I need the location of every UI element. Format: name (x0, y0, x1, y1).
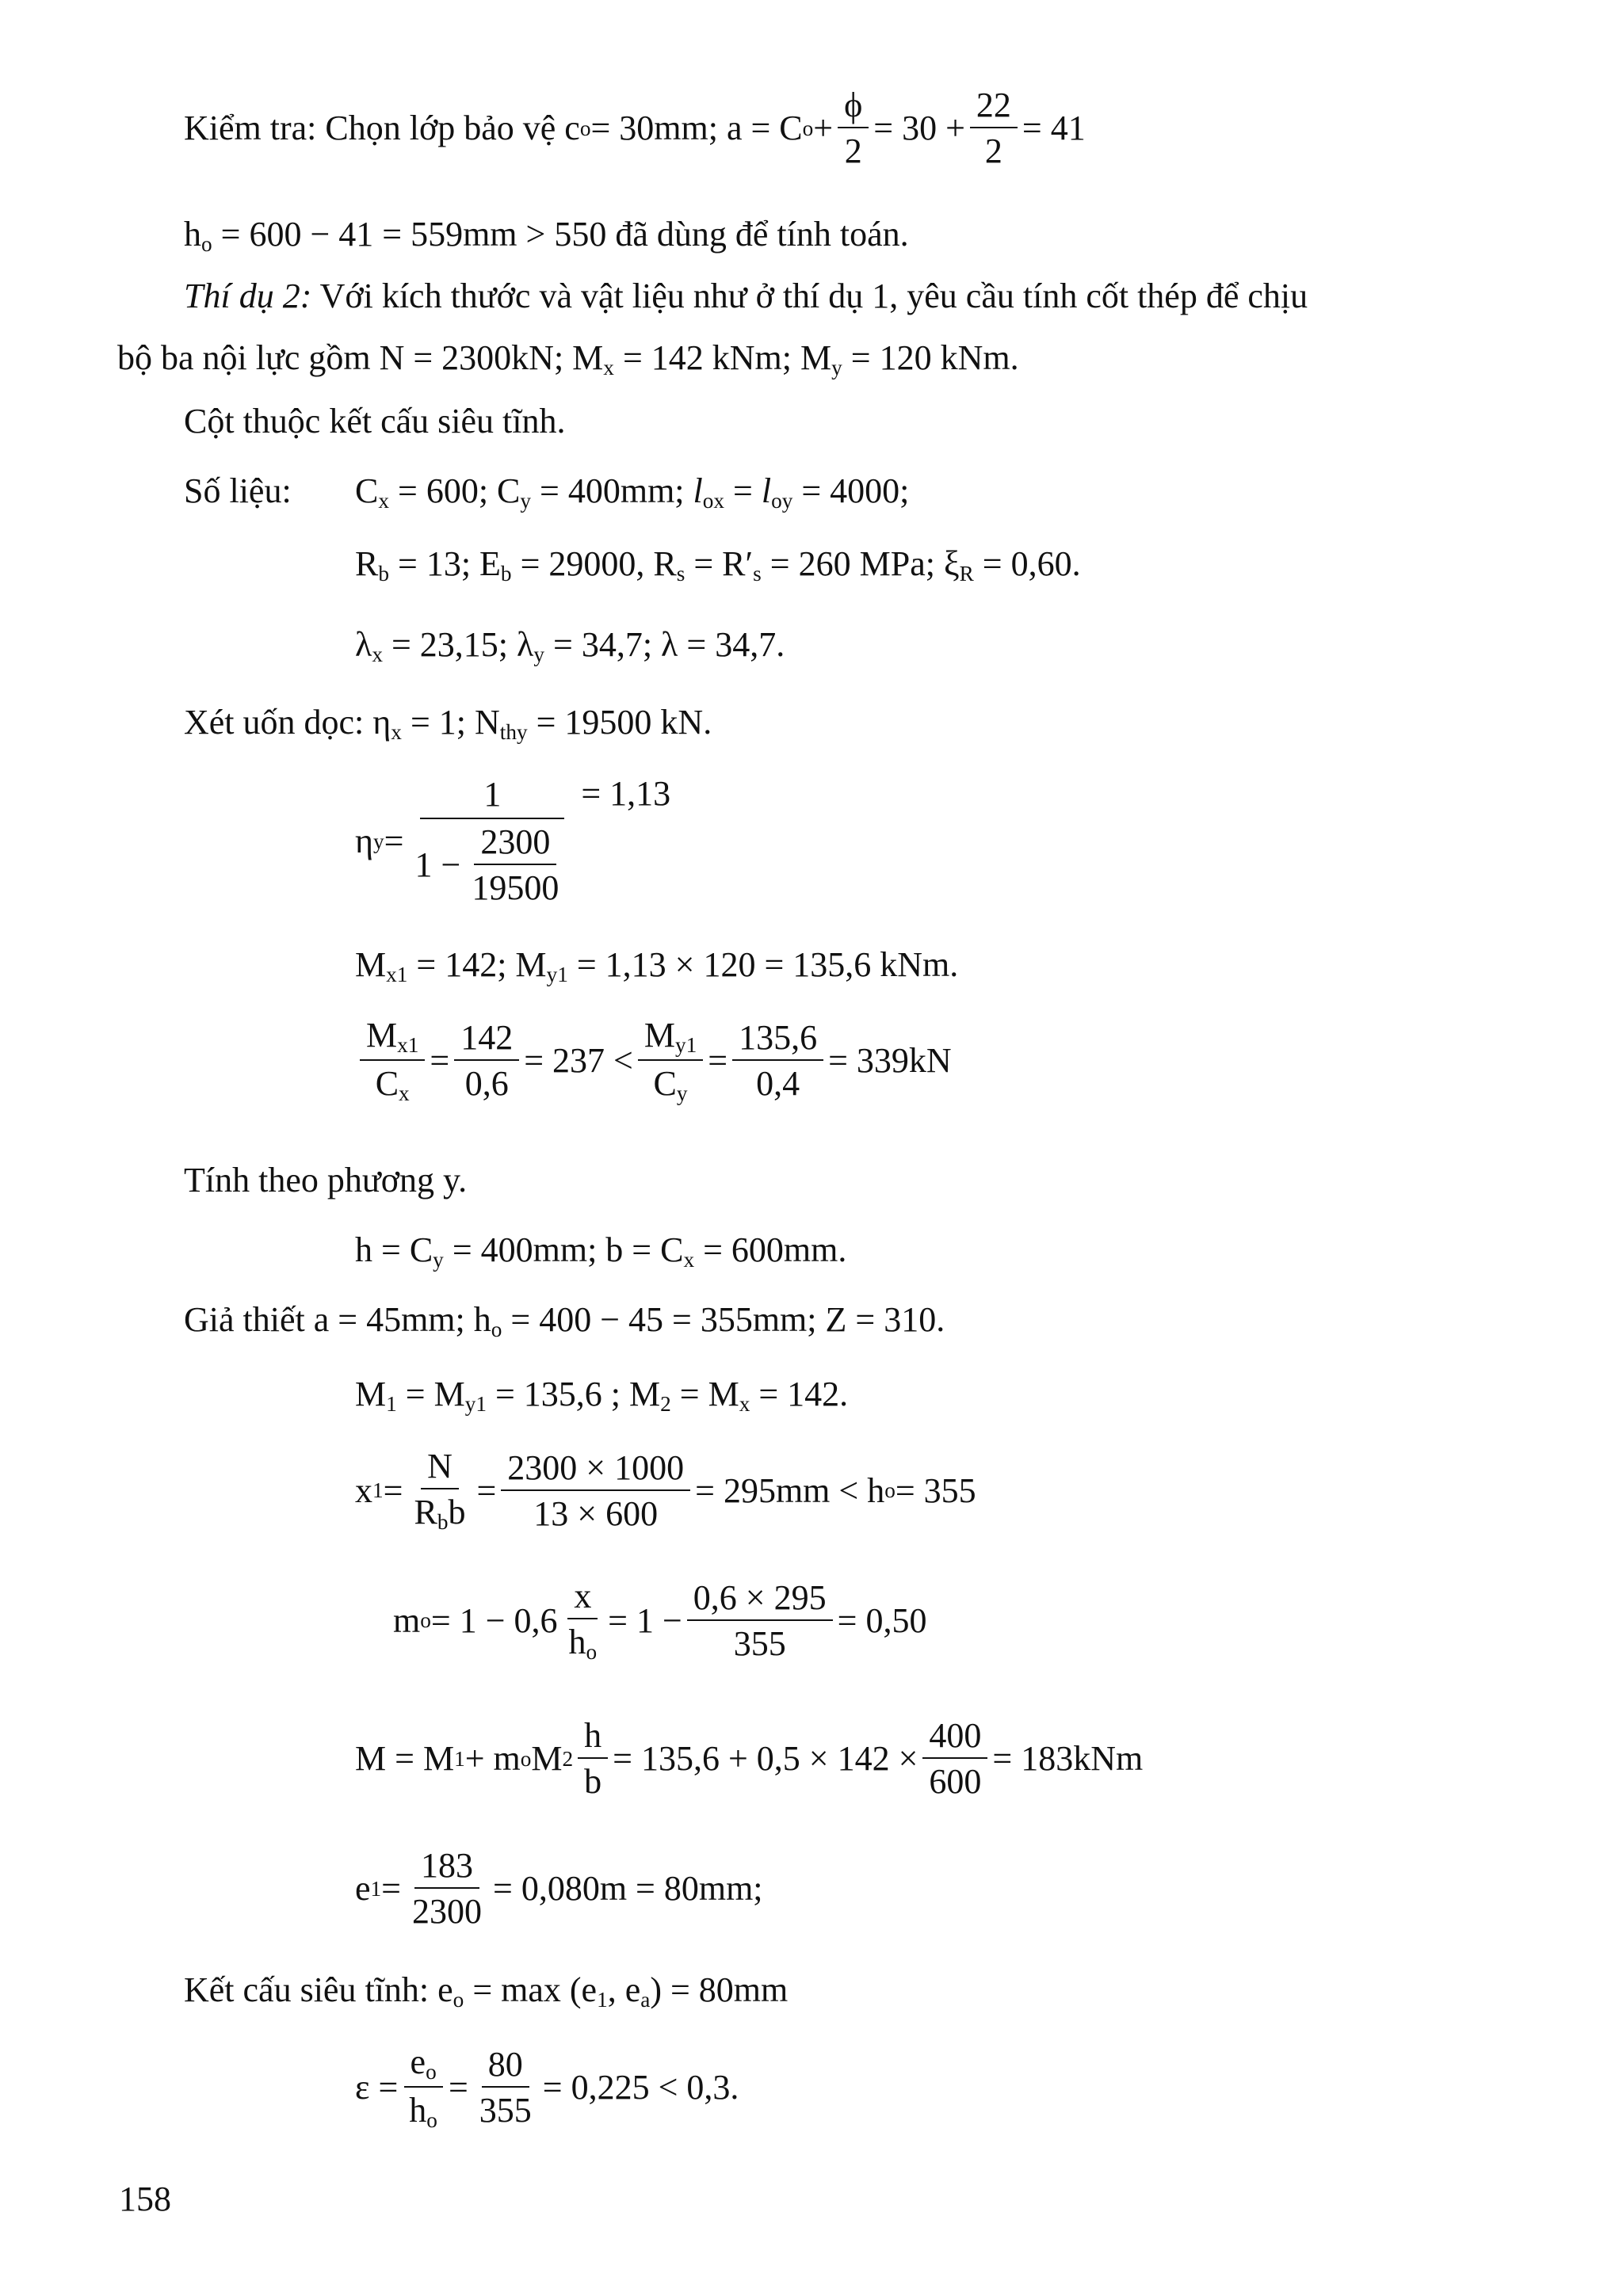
line-column-type (184, 404, 565, 439)
fraction-n-rbb (407, 1448, 472, 1534)
text: = 29000, R (511, 544, 677, 583)
line-example-2 (184, 279, 1308, 314)
line-forces (117, 338, 1019, 379)
numerator: 400 (922, 1718, 987, 1759)
sub: 1 (372, 1478, 384, 1503)
text: = 1; N (401, 703, 500, 742)
text: = 4000; (792, 471, 910, 510)
line-direction (184, 1163, 467, 1198)
text: = (724, 471, 762, 510)
text: = 23,15; λ (382, 625, 534, 664)
text: = 339kN (828, 1041, 952, 1081)
denominator: 2300 (412, 1892, 482, 1932)
text: = 1 − 0,6 (430, 1600, 558, 1640)
text: = (430, 1041, 450, 1081)
text: x (355, 1470, 372, 1510)
text: M (531, 1739, 563, 1779)
sub: x (391, 719, 402, 744)
text: 1 − (414, 845, 461, 885)
sub: y (533, 642, 544, 666)
fraction-my1-cy (638, 1017, 703, 1105)
denominator: b (584, 1762, 602, 1802)
numerator: 1 (420, 776, 564, 819)
sub: o (426, 2108, 437, 2133)
sub: y1 (546, 962, 568, 986)
text: = (708, 1041, 728, 1081)
text: = 19500 kN. (527, 703, 712, 742)
sub: 1 (370, 1876, 382, 1901)
line-check-cover (184, 87, 1086, 170)
sub: x (739, 1391, 750, 1416)
page-number: 158 (119, 2180, 171, 2218)
line-data (184, 471, 292, 510)
denominator (408, 819, 576, 906)
line-eta-y (355, 776, 670, 907)
text: l (761, 471, 772, 510)
text: = 0,080m = 80mm; (493, 1869, 763, 1909)
sub: o (453, 1987, 464, 2012)
text: = 295mm < h (695, 1470, 885, 1510)
text: = 400mm; b = C (443, 1230, 684, 1269)
text: = 30 + (873, 109, 965, 148)
text: = (448, 2068, 468, 2107)
text: = 120 kNm. (842, 338, 1019, 377)
sub: y1 (464, 1391, 487, 1416)
text: = 0,60. (973, 544, 1081, 583)
text: e (355, 1869, 371, 1909)
text: = 13; E (389, 544, 501, 583)
text: = 41 (1022, 109, 1086, 148)
line-buckling (184, 705, 712, 743)
sub: y (520, 488, 532, 513)
denominator (403, 2088, 444, 2131)
sub: b (437, 1510, 449, 1534)
denominator: 355 (733, 1623, 786, 1663)
sub: x (603, 355, 614, 379)
text: η (355, 822, 374, 861)
text: M = M (355, 1739, 455, 1779)
text: m (393, 1600, 421, 1640)
text: ε = (355, 2068, 399, 2107)
sub: x (372, 642, 383, 666)
line-eo (184, 1970, 789, 2012)
line-materials (355, 544, 1081, 585)
sub: 2 (660, 1391, 671, 1416)
text: M (643, 1016, 675, 1055)
text: = 237 < (524, 1041, 633, 1081)
sub: x (683, 1247, 695, 1272)
denominator: 0,6 (464, 1064, 509, 1104)
numerator: 142 (454, 1020, 519, 1061)
numerator (638, 1017, 703, 1061)
numerator: ϕ (838, 87, 869, 128)
denominator: 600 (929, 1762, 982, 1802)
sub: y (831, 355, 842, 379)
sub: o (426, 2059, 437, 2084)
sub: o (579, 116, 591, 140)
text: = 260 MPa; ξ (761, 544, 960, 583)
text: = 142 kNm; M (613, 338, 832, 377)
text: = 0,50 (837, 1600, 927, 1640)
fraction-177-355 (687, 1577, 833, 1663)
text: = 0,225 < 0,3. (542, 2068, 739, 2107)
sub: o (201, 231, 212, 256)
text: = 600mm. (694, 1230, 847, 1269)
denominator: 2 (984, 132, 1002, 171)
line-assume (184, 1302, 945, 1341)
line-hb (355, 1230, 847, 1272)
line-data-values (355, 471, 910, 513)
text: = 183kNm (992, 1739, 1144, 1779)
text: R (414, 1493, 437, 1532)
text: b (448, 1493, 466, 1532)
text: λ (355, 625, 372, 664)
denominator (407, 1489, 472, 1533)
text: , e (607, 1970, 641, 2009)
fraction-2300-19500 (465, 824, 565, 906)
example-label: Thí dụ 2: (184, 277, 312, 315)
sub: x (399, 1081, 410, 1106)
sub: o (884, 1478, 896, 1503)
line-slenderness (355, 627, 785, 666)
fraction-mx1-cx (360, 1017, 425, 1105)
fraction-eo-ho (403, 2044, 444, 2132)
text: = 142; M (407, 945, 547, 984)
denominator (647, 1061, 694, 1104)
denominator: 0,4 (756, 1064, 800, 1104)
text: = 355 (895, 1470, 976, 1510)
fraction-h-b (578, 1718, 608, 1800)
fraction-x-ho (563, 1578, 604, 1664)
text: M (366, 1016, 398, 1055)
fraction-22-over-2 (970, 87, 1018, 170)
numerator: 2300 (474, 824, 556, 865)
text: M (355, 1375, 387, 1413)
line-e1 (355, 1848, 763, 1930)
fraction-400-600 (922, 1718, 987, 1800)
sub: 1 (597, 1987, 608, 2012)
denominator: 19500 (472, 868, 559, 908)
text: = 135,6 ; M (486, 1375, 661, 1413)
sub: b (500, 561, 512, 585)
text: = 400mm; (531, 471, 693, 510)
line-M (355, 1718, 1143, 1800)
sub: 1 (454, 1746, 465, 1771)
numerator (360, 1017, 425, 1061)
line-x1 (355, 1448, 976, 1534)
line-compare (355, 1017, 952, 1105)
sub: y (433, 1247, 444, 1272)
text: = 400 − 45 = 355mm; Z = 310. (502, 1300, 945, 1339)
sub: a (640, 1987, 651, 2012)
text: Kết cấu siêu tĩnh: e (184, 1970, 453, 2009)
sub: o (491, 1317, 502, 1341)
numerator (404, 2044, 443, 2088)
text: Xét uốn dọc: η (184, 703, 391, 742)
line-mo (393, 1578, 926, 1664)
fraction-183-2300 (406, 1848, 488, 1930)
text: + (813, 109, 834, 148)
line-epsilon (355, 2044, 739, 2132)
sub: o (586, 1640, 598, 1664)
text: C (653, 1064, 677, 1104)
label: Số liệu: (184, 471, 292, 510)
numerator: N (421, 1448, 459, 1489)
text: = 1 − (608, 1600, 682, 1640)
sub: s (753, 561, 762, 585)
sub: 2 (562, 1746, 574, 1771)
text: + m (464, 1739, 521, 1779)
text: Kiểm tra: Chọn lớp bảo vệ c (184, 109, 580, 148)
text: = 600 − 41 = 559mm > 550 đã dùng để tính toán. (212, 215, 909, 254)
text: ) = 80mm (650, 1970, 789, 2009)
numerator: h (578, 1718, 608, 1759)
numerator: 183 (414, 1848, 479, 1889)
text: e (410, 2042, 426, 2081)
text: l (693, 471, 703, 510)
text: Tính theo phương y. (184, 1161, 468, 1199)
text: C (375, 1064, 399, 1104)
text: = (476, 1470, 497, 1510)
text: h (568, 1623, 586, 1662)
sub: oy (771, 488, 793, 513)
sub: y1 (674, 1032, 697, 1057)
sub: o (420, 1608, 431, 1633)
fraction-142-06 (454, 1020, 519, 1102)
text: Cột thuộc kết cấu siêu tĩnh. (184, 402, 566, 441)
sub: o (802, 116, 814, 140)
text: = (383, 1470, 403, 1510)
denominator (369, 1061, 416, 1104)
text: = 135,6 + 0,5 × 142 × (613, 1739, 918, 1779)
text: Với kích thước và vật liệu như ở thí dụ 1, yêu cầu tính cốt thép để chịu (311, 277, 1308, 315)
fraction-eta (408, 776, 576, 907)
text: h (184, 215, 201, 254)
numerator: 0,6 × 295 (687, 1580, 833, 1621)
text: R (355, 544, 379, 583)
text: = 1,13 (581, 774, 671, 814)
sub: s (676, 561, 685, 585)
text: bộ ba nội lực gồm N = 2300kN; M (117, 338, 604, 377)
text: = 1,13 × 120 = 135,6 kNm. (567, 945, 959, 984)
sub: ox (702, 488, 725, 513)
text: = 600; C (389, 471, 521, 510)
sub: o (520, 1746, 532, 1771)
line-moments (355, 945, 959, 986)
text: M (355, 945, 387, 984)
sub: thy (499, 719, 528, 744)
denominator (563, 1619, 604, 1663)
text: = 30mm; a = C (590, 109, 803, 148)
numerator: 135,6 (732, 1020, 823, 1061)
text: = M (670, 1375, 739, 1413)
line-m1-m2 (355, 1377, 848, 1415)
text: = R′ (685, 544, 754, 583)
line-ho (184, 217, 909, 255)
fraction-1356-04 (732, 1020, 823, 1102)
numerator: 2300 × 1000 (501, 1450, 690, 1491)
denominator: 2 (844, 132, 862, 171)
sub: b (378, 561, 389, 585)
sub: y (676, 1081, 688, 1106)
text: = max (e (464, 1970, 598, 2009)
fraction-80-355 (473, 2046, 538, 2129)
text: C (355, 471, 379, 510)
text: = (384, 822, 404, 861)
sub: x1 (386, 962, 408, 986)
sub: R (959, 561, 974, 585)
denominator: 13 × 600 (533, 1493, 659, 1533)
fraction-2300000-7800 (501, 1447, 690, 1533)
text: h = C (355, 1230, 433, 1269)
text: = (381, 1869, 401, 1909)
numerator: x (567, 1578, 598, 1619)
text: = 34,7; λ = 34,7. (544, 625, 785, 664)
sub: x1 (397, 1032, 419, 1057)
numerator: 80 (482, 2046, 529, 2088)
sub: x (378, 488, 389, 513)
numerator: 22 (970, 87, 1018, 128)
text: = M (396, 1375, 465, 1413)
sub: y (373, 829, 384, 853)
text: = 142. (750, 1375, 849, 1413)
fraction-phi-over-2 (838, 87, 869, 170)
text: Giả thiết a = 45mm; h (184, 1300, 491, 1339)
text: h (409, 2091, 427, 2130)
sub: 1 (386, 1391, 397, 1416)
denominator: 355 (479, 2091, 532, 2130)
